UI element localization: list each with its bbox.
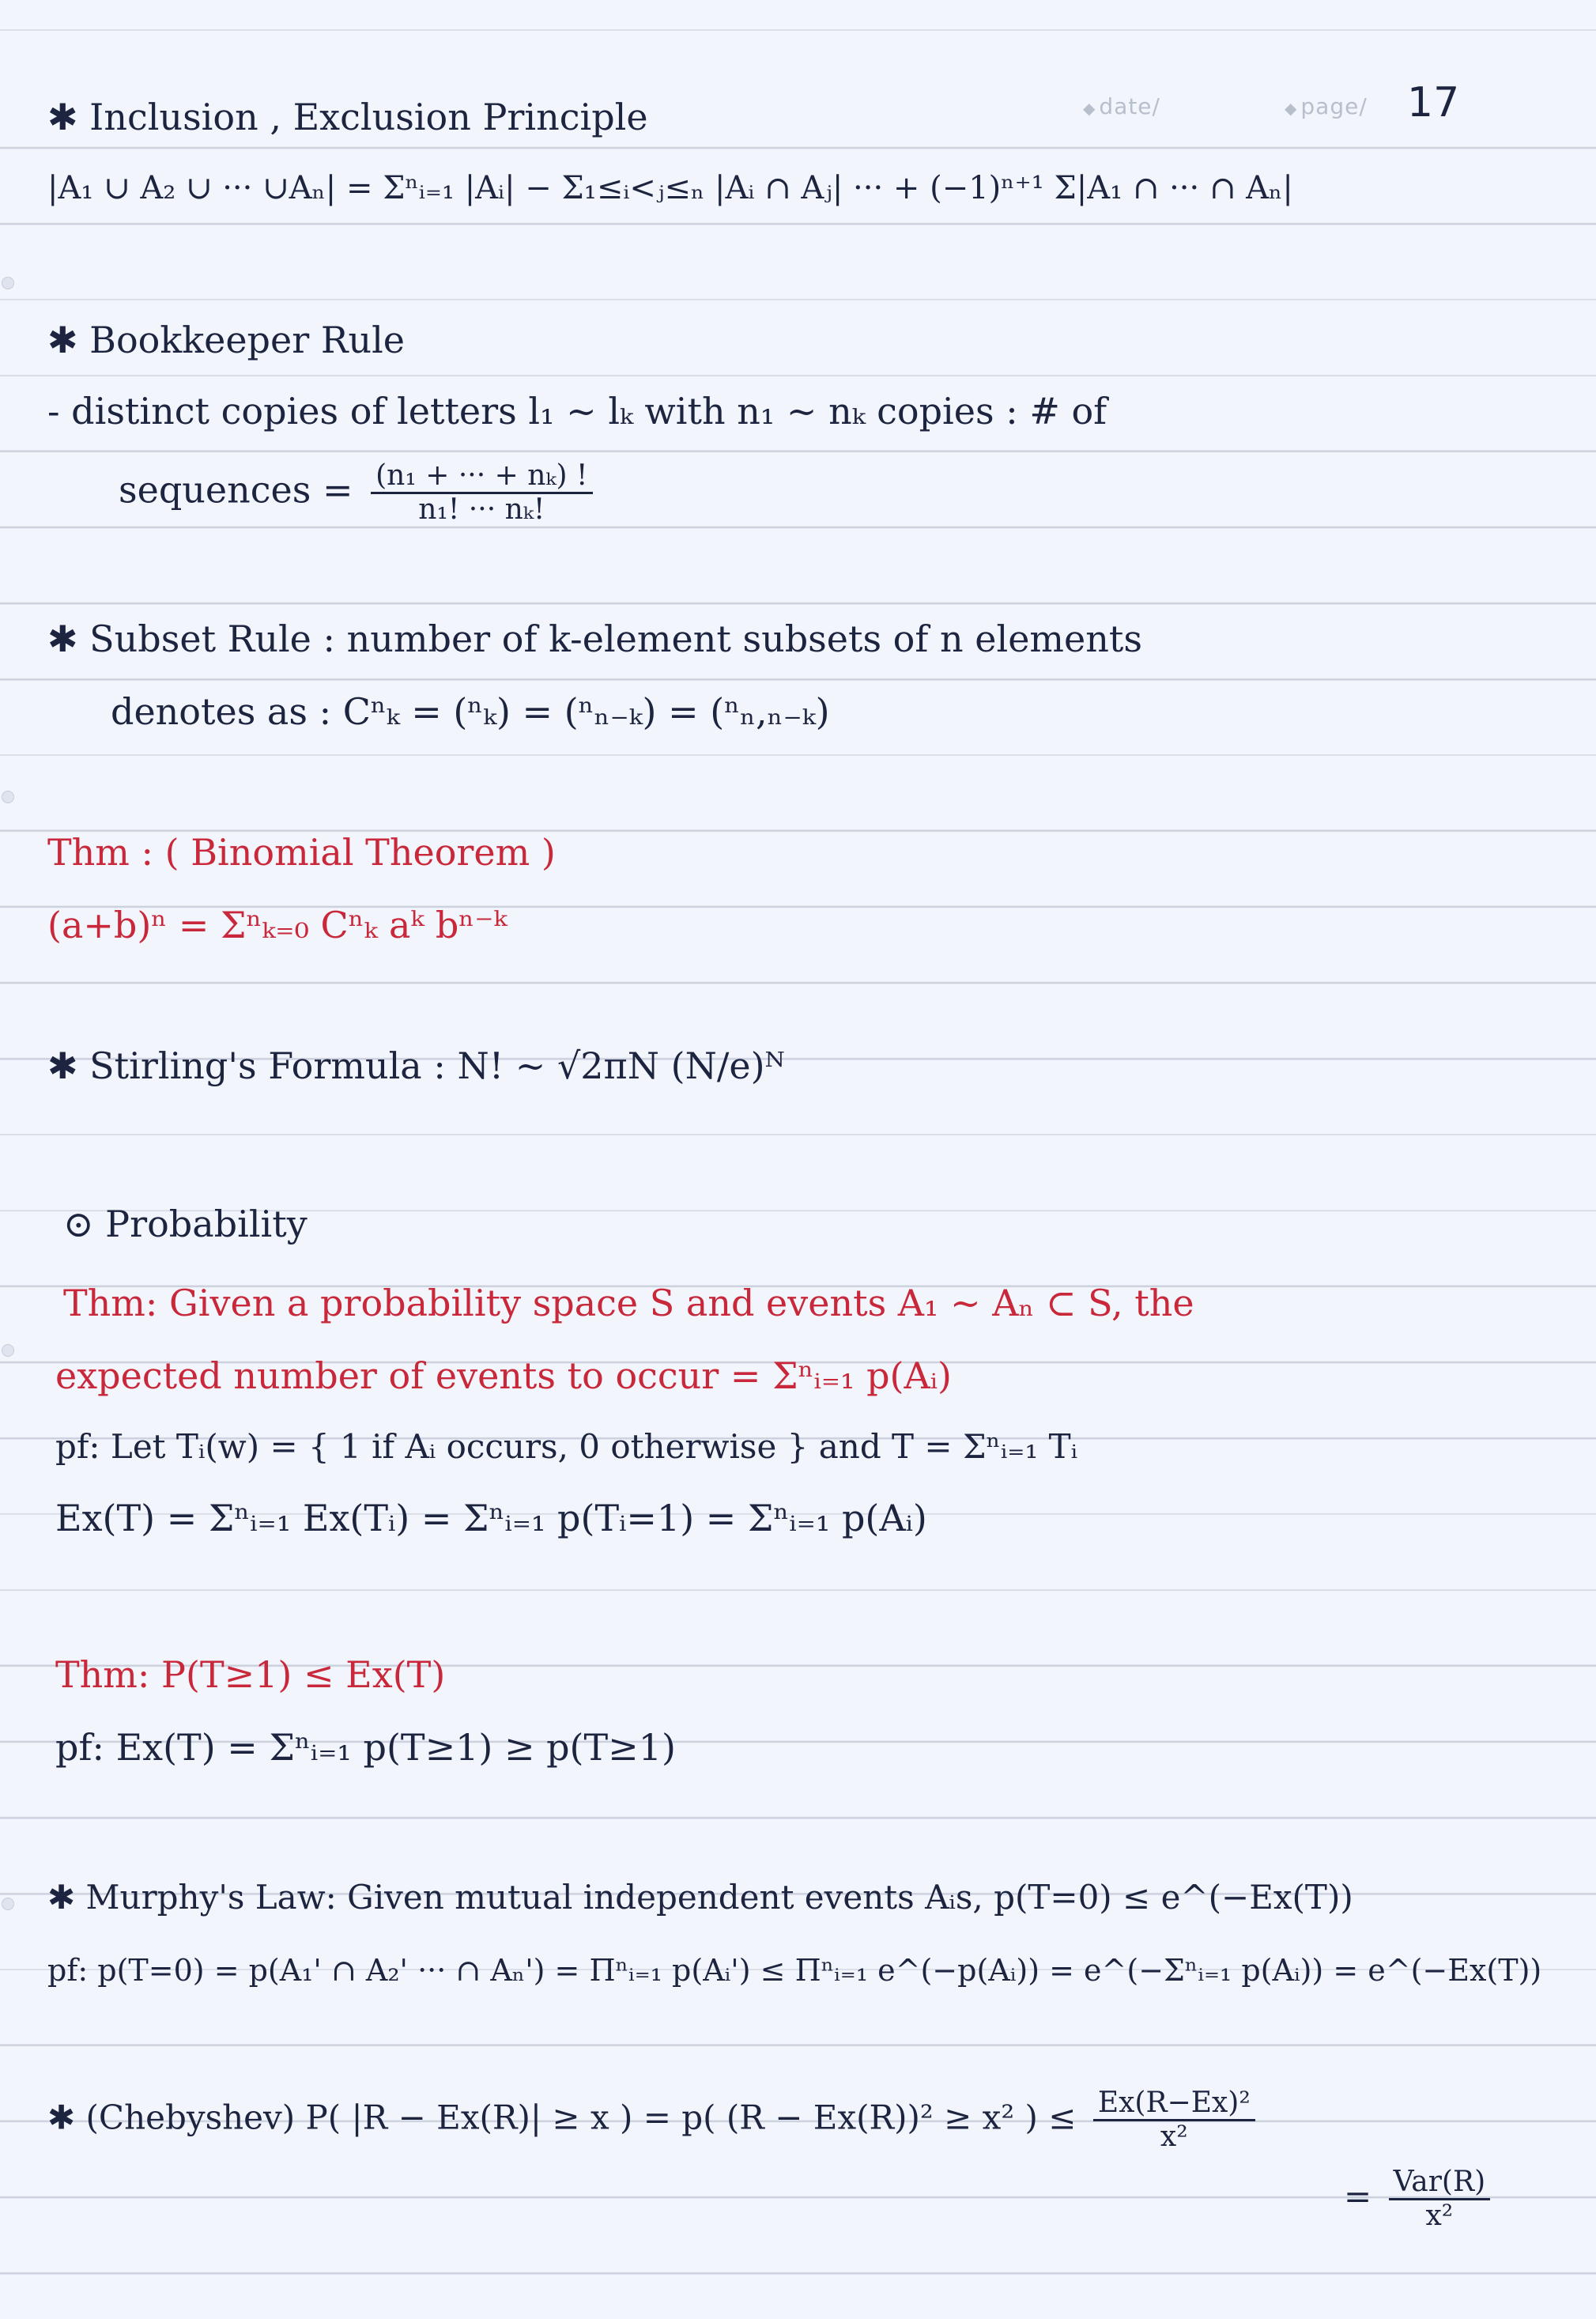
- formula-chebyshev: [47, 2087, 1572, 2158]
- text-chebyshev: ✱ (Chebyshev) P( |R − Ex(R)| ≥ x ) = p( (R − Ex(R))² ≥ x² ) ≤: [47, 2098, 1077, 2137]
- formula-subset-notation: denotes as : Cⁿₖ = (ⁿₖ) = (ⁿₙ₋ₖ) = (ⁿₙ,ₙ₋ₖ): [111, 690, 830, 733]
- diamond-icon: ◆: [1083, 99, 1096, 118]
- formula-bookkeeper: [119, 459, 1549, 526]
- proof-expectation-sum: Ex(T) = Σⁿᵢ₌₁ Ex(Tᵢ) = Σⁿᵢ₌₁ p(Tᵢ=1) = Σⁿᵢ₌₁ p(Aᵢ): [55, 1497, 927, 1539]
- heading-binomial-theorem: Thm : ( Binomial Theorem ): [47, 831, 556, 874]
- text-bookkeeper-description: - distinct copies of letters l₁ ~ lₖ with n₁ ~ nₖ copies : # of: [47, 390, 1107, 432]
- heading-probability: ⊙ Probability: [63, 1203, 308, 1245]
- heading-bookkeeper-rule: ✱ Bookkeeper Rule: [47, 319, 406, 361]
- fraction-chebyshev-2: [1389, 2166, 1491, 2232]
- fraction-denominator: x²: [1160, 2121, 1188, 2153]
- binder-hole: [2, 277, 14, 289]
- binder-hole: [2, 791, 14, 803]
- heading-inclusion-exclusion: ✱ Inclusion , Exclusion Principle: [47, 96, 648, 138]
- theorem-markov: Thm: P(T≥1) ≤ Ex(T): [55, 1653, 446, 1696]
- fraction-numerator: Var(R): [1389, 2166, 1491, 2200]
- theorem-expected-events-cont: expected number of events to occur = Σⁿᵢ₌₁ p(Aᵢ): [55, 1354, 952, 1397]
- fraction-numerator: Ex(R−Ex)²: [1093, 2087, 1255, 2121]
- date-label: ◆ date/: [1083, 93, 1160, 119]
- proof-murphys-law: pf: p(T=0) = p(A₁' ∩ A₂' ··· ∩ Aₙ') = Πⁿᵢ₌₁ p(Aᵢ') ≤ Πⁿᵢ₌₁ e^(−p(Aᵢ)) = e^(−Σⁿᵢ₌₁ p(Aᵢ)) = e^(−Ex(T)): [47, 1953, 1542, 1988]
- text-sequences: sequences =: [119, 468, 353, 512]
- text-equals: =: [1344, 2177, 1372, 2216]
- fraction-chebyshev-1: [1093, 2087, 1255, 2153]
- heading-subset-rule: ✱ Subset Rule : number of k-element subsets of n elements: [47, 618, 1142, 660]
- formula-chebyshev-variance: [1344, 2166, 1572, 2238]
- formula-inclusion-exclusion: |A₁ ∪ A₂ ∪ ··· ∪Aₙ| = Σⁿᵢ₌₁ |Aᵢ| − Σ₁≤ᵢ<ⱼ≤ₙ |Aᵢ ∩ Aⱼ| ··· + (−1)ⁿ⁺¹ Σ|A₁ ∩ ··· ∩ Aₙ|: [47, 170, 1293, 206]
- theorem-expected-events: Thm: Given a probability space S and events A₁ ~ Aₙ ⊂ S, the: [63, 1282, 1194, 1324]
- binder-hole: [2, 1898, 14, 1910]
- heading-murphys-law: ✱ Murphy's Law: Given mutual independent events Aᵢs, p(T=0) ≤ e^(−Ex(T)): [47, 1878, 1353, 1917]
- fraction-numerator: (n₁ + ··· + nₖ) !: [371, 460, 592, 494]
- proof-indicator-definition: pf: Let Tᵢ(w) = { 1 if Aᵢ occurs, 0 otherwise } and T = Σⁿᵢ₌₁ Tᵢ: [55, 1427, 1078, 1466]
- page-label: ◆ page/: [1285, 93, 1368, 119]
- proof-markov: pf: Ex(T) = Σⁿᵢ₌₁ p(T≥1) ≥ p(T≥1): [55, 1726, 676, 1769]
- fraction-denominator: n₁! ··· nₖ!: [418, 493, 545, 526]
- page-number: 17: [1407, 79, 1460, 127]
- binder-hole: [2, 1344, 14, 1357]
- formula-stirling: ✱ Stirling's Formula : N! ~ √2πN (N/e)ᴺ: [47, 1044, 785, 1087]
- diamond-icon: ◆: [1285, 99, 1298, 118]
- formula-binomial-theorem: (a+b)ⁿ = Σⁿₖ₌₀ Cⁿₖ aᵏ bⁿ⁻ᵏ: [47, 904, 507, 946]
- fraction-denominator: x²: [1425, 2200, 1454, 2232]
- fraction-bookkeeper: [371, 460, 592, 526]
